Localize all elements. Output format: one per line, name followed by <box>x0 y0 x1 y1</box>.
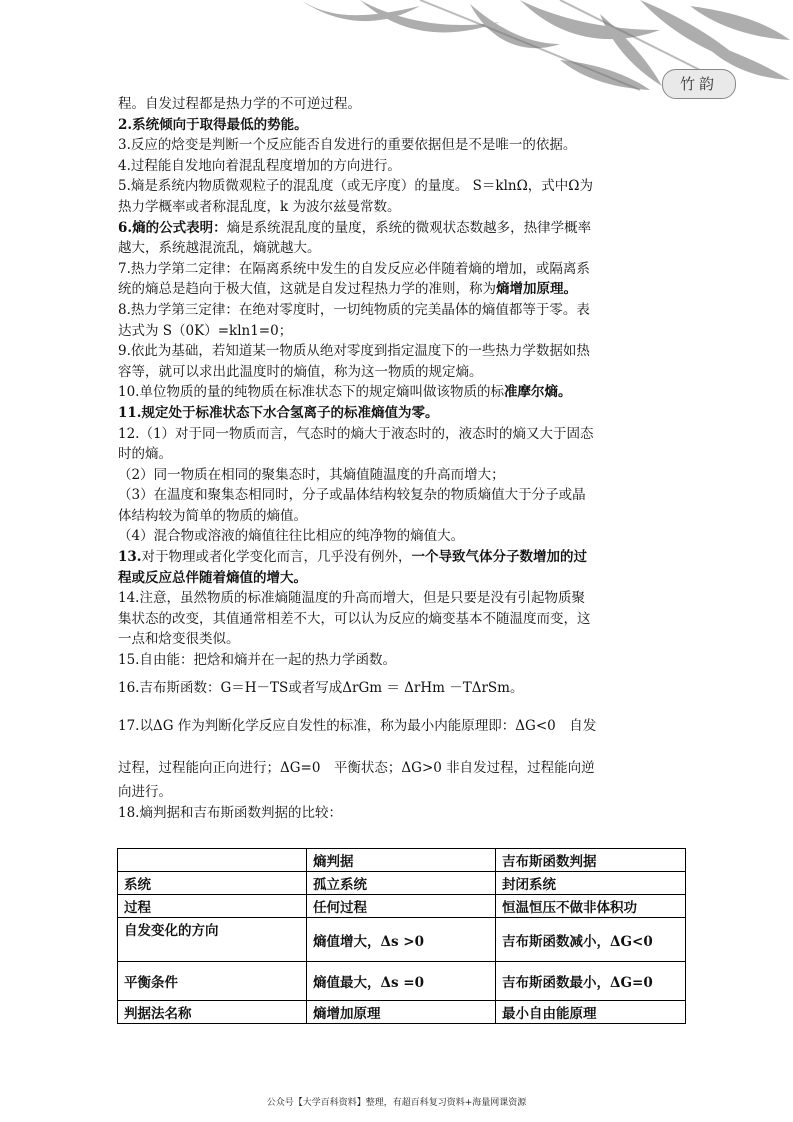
text-line: （4）混合物或溶液的熵值往往比相应的纯净物的熵值大。 <box>118 528 465 545</box>
text-line: 12.（1）对于同一物质而言，气态时的熵大于液态时的，液态时的熵又大于固态 <box>118 425 594 442</box>
table-cell: 任何过程 <box>307 895 496 918</box>
text-line: 过程，过程能向正向进行；ΔG=0 平衡状态；ΔG>0 非自发过程，过程能向逆 <box>118 760 595 777</box>
text-line <box>118 382 678 403</box>
text-line: 一点和焓变很类似。 <box>118 631 240 648</box>
table-cell: 吉布斯函数判据 <box>496 849 686 872</box>
table-cell <box>118 849 307 872</box>
text-line: （2）同一物质在相同的聚集态时，其熵值随温度的升高而增大； <box>118 466 505 483</box>
table-cell: 自发变化的方向 <box>118 918 307 962</box>
table-cell: 最小自由能原理 <box>496 1001 686 1024</box>
table-cell: 吉布斯函数最小，ΔG=0 <box>496 962 686 1001</box>
text-line: 4.过程能自发地向着混乱程度增加的方向进行。 <box>118 157 401 174</box>
comparison-table <box>117 848 686 1024</box>
table-cell: 恒温恒压不做非体积功 <box>496 895 686 918</box>
text-line: 程或反应总伴随着熵值的增大。 <box>118 569 307 586</box>
bold-phrase: 13. <box>118 549 142 566</box>
text-line: 8.热力学第三定律：在绝对零度时，一切纯物质的完美晶体的熵值都等于零。表 <box>118 301 590 318</box>
text-line: 9.依此为基础，若知道某一物质从绝对零度到指定温度下的一些热力学数据如热 <box>118 343 590 360</box>
table-row <box>118 1001 686 1024</box>
bold-phrase: 6.熵的公式表明： <box>118 219 227 236</box>
table-cell: 孤立系统 <box>307 872 496 895</box>
gibbs-formula: ΔrGm ＝ ΔrHm －TΔrSm。 <box>342 679 524 696</box>
bold-phrase: 准摩尔熵。 <box>503 384 572 401</box>
page-footer: 公众号【大学百科资料】整理，有超百科复习资料+海量网课资源 <box>266 1098 527 1108</box>
text-span: 统的熵总是趋向于极大值，这就是自发过程热力学的准则，称为 <box>118 281 496 298</box>
table-cell: 吉布斯函数减小，ΔG<0 <box>496 918 686 962</box>
text-line: 15.自由能：把焓和熵并在一起的热力学函数。 <box>118 652 396 669</box>
text-line <box>118 279 678 300</box>
text-line <box>118 218 678 239</box>
text-span: 熵是系统混乱度的量度，系统的微观状态数越多，热律学概率 <box>226 219 592 236</box>
text-line: 容等，就可以求出此温度时的熵值，称为这一物质的规定熵。 <box>118 363 483 380</box>
text-line: 热力学概率或者称混乱度，k 为波尔兹曼常数。 <box>118 198 401 215</box>
table-row <box>118 872 686 895</box>
formula-line <box>118 678 678 699</box>
table-cell: 熵判据 <box>307 849 496 872</box>
text-line: 时的熵。 <box>118 446 172 463</box>
table-cell: 熵增加原理 <box>307 1001 496 1024</box>
text-line: （3）在温度和聚集态相同时，分子或晶体结构较复杂的物质熵值大于分子或晶 <box>118 487 586 504</box>
text-line: 11.规定处于标准状态下水合氢离子的标准熵值为零。 <box>118 404 439 421</box>
table-cell: 封闭系统 <box>496 872 686 895</box>
text-span: 对于物理或者化学变化而言，几乎没有例外， <box>141 549 412 566</box>
text-span: 10.单位物质的量的纯物质在标准状态下的规定熵叫做该物质的标 <box>118 384 504 401</box>
table-row <box>118 918 686 962</box>
table-cell: 熵值最大，Δs =0 <box>307 962 496 1001</box>
text-line: 17.以ΔG 作为判断化学反应自发性的标准，称为最小内能原理即：ΔG<0 自发 <box>118 718 597 735</box>
table-cell: 熵值增大，Δs >0 <box>307 918 496 962</box>
table-row <box>118 895 686 918</box>
text-line: 2.系统倾向于取得最低的势能。 <box>118 116 308 133</box>
text-line: 越大，系统越混流乱，熵就越大。 <box>118 240 321 257</box>
text-span: 16.吉布斯函数：G＝H－TS或者写成 <box>118 679 343 696</box>
text-line: 集状态的改变，其值通常相差不大，可以认为反应的熵变基本不随温度而变，这 <box>118 610 591 627</box>
table-cell: 平衡条件 <box>118 962 307 1001</box>
header-badge: 竹韵 <box>662 69 736 99</box>
text-line: 向进行。 <box>118 784 172 801</box>
table-row <box>118 962 686 1001</box>
text-line: 18.熵判据和吉布斯函数判据的比较： <box>118 804 342 821</box>
document-body <box>118 94 678 823</box>
table-cell: 判据法名称 <box>118 1001 307 1024</box>
text-line: 14.注意，虽然物质的标准熵随温度的升高而增大，但是只要是没有引起物质聚 <box>118 590 585 607</box>
text-line: 体结构较为简单的物质的熵值。 <box>118 507 307 524</box>
text-line: 达式为 S（0K）=kln1=0； <box>118 322 293 339</box>
table-cell: 系统 <box>118 872 307 895</box>
bold-phrase: 熵增加原理。 <box>496 281 577 298</box>
table-cell: 过程 <box>118 895 307 918</box>
text-line: 5.熵是系统内物质微观粒子的混乱度（或无序度）的量度。 S＝klnΩ，式中Ω为 <box>118 178 593 195</box>
table-header-row <box>118 849 686 872</box>
text-line: 程。自发过程都是热力学的不可逆过程。 <box>118 96 361 112</box>
text-line <box>118 547 678 568</box>
bold-phrase: 一个导致气体分子数增加的过 <box>411 549 587 566</box>
text-line: 7.热力学第二定律：在隔离系统中发生的自发反应必伴随着熵的增加，或隔离系 <box>118 260 590 277</box>
text-line: 3.反应的焓变是判断一个反应能否自发进行的重要依据但是不是唯一的依据。 <box>118 137 577 154</box>
